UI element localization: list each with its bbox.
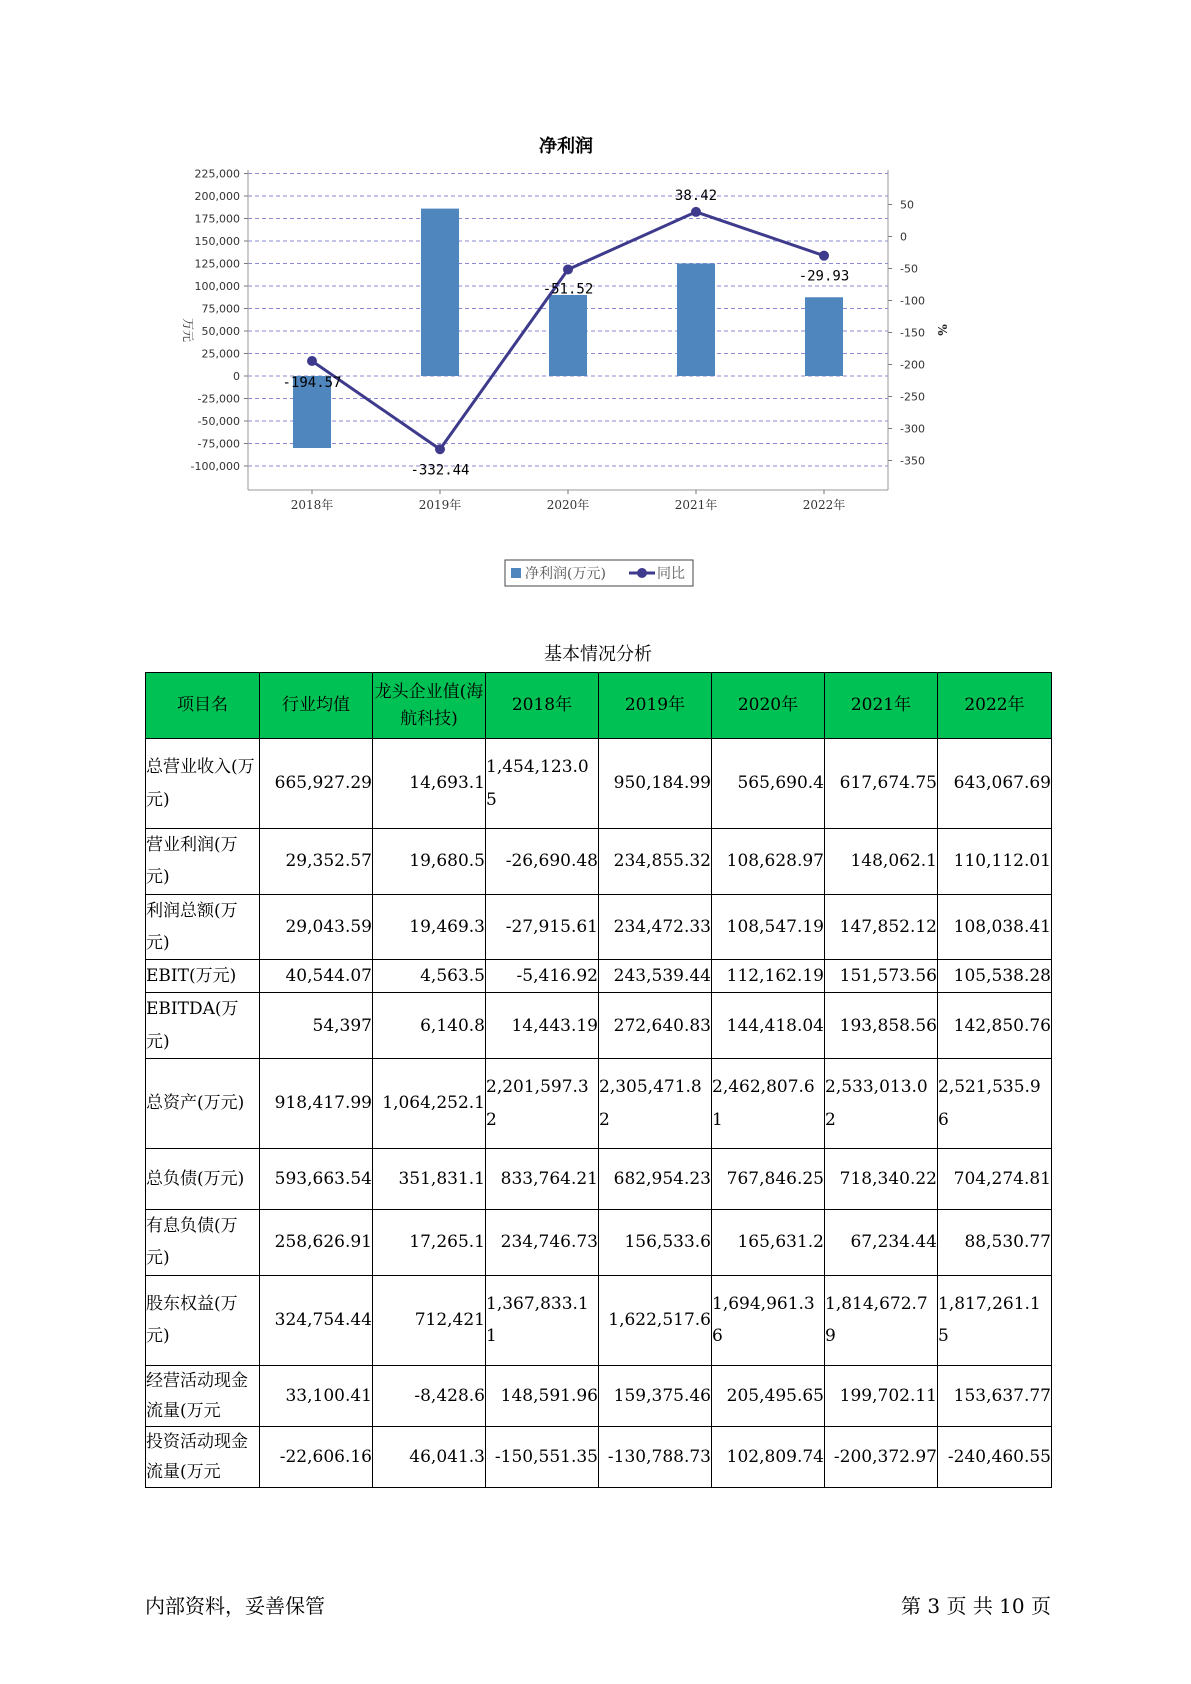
header-4: 2019年	[599, 673, 712, 739]
table-cell: 234,472.33	[599, 894, 712, 960]
footer-confidential: 内部资料，妥善保管	[145, 1594, 325, 1618]
row-label: EBITDA(万元)	[146, 993, 260, 1059]
yoy-data-label: -51.52	[542, 281, 594, 298]
y-tick-label: 125,000	[194, 257, 240, 271]
table-cell: 19,469.3	[373, 894, 486, 960]
table-cell: 2,201,597.32	[486, 1059, 599, 1149]
row-label: 营业利润(万元)	[146, 829, 260, 895]
table-cell: -27,915.61	[486, 894, 599, 960]
row-label: 总资产(万元)	[146, 1059, 260, 1149]
table-cell: 2,305,471.82	[599, 1059, 712, 1149]
bar-2022年	[805, 297, 843, 376]
x-tick-label: 2022年	[802, 498, 846, 512]
table-cell: 148,591.96	[486, 1365, 599, 1426]
table-row	[146, 1365, 1052, 1426]
table-row	[146, 960, 1052, 993]
yoy-point-2019年	[435, 444, 445, 454]
table-cell: 112,162.19	[712, 960, 825, 993]
table-cell: 105,538.28	[938, 960, 1052, 993]
table-row	[146, 1426, 1052, 1487]
table-cell: 14,443.19	[486, 993, 599, 1059]
table-cell: 718,340.22	[825, 1149, 938, 1210]
table-cell: 351,831.1	[373, 1149, 486, 1210]
net-profit-chart	[0, 130, 1191, 600]
table-cell: 665,927.29	[260, 739, 373, 829]
y-tick-label: 200,000	[194, 190, 240, 203]
table-cell: 199,702.11	[825, 1365, 938, 1426]
yoy-point-2022年	[819, 251, 829, 261]
table-cell: 33,100.41	[260, 1365, 373, 1426]
bar-2021年	[677, 264, 715, 377]
table-row	[146, 1275, 1052, 1365]
header-3: 2018年	[486, 673, 599, 739]
header-6: 2021年	[825, 673, 938, 739]
table-cell: 1,694,961.36	[712, 1275, 825, 1365]
basic-analysis-table	[145, 672, 1052, 1488]
table-cell: -8,428.6	[373, 1365, 486, 1426]
y2-tick-label: 0	[900, 230, 907, 244]
table-cell: 17,265.1	[373, 1210, 486, 1276]
table-cell: 144,418.04	[712, 993, 825, 1059]
table-cell: 243,539.44	[599, 960, 712, 993]
y2-tick-label: -150	[900, 326, 925, 340]
legend-line-marker	[637, 568, 647, 578]
footer-page-number: 第 3 页 共 10 页	[901, 1594, 1051, 1618]
table-cell: 110,112.01	[938, 829, 1052, 895]
table-row	[146, 1059, 1052, 1149]
x-tick-label: 2019年	[418, 498, 462, 512]
table-cell: 1,367,833.11	[486, 1275, 599, 1365]
table-cell: 833,764.21	[486, 1149, 599, 1210]
table-caption: 基本情况分析	[544, 644, 652, 665]
y2-tick-label: -50	[900, 262, 918, 276]
table-cell: 6,140.8	[373, 993, 486, 1059]
y-tick-label: -75,000	[197, 437, 240, 451]
table-cell: 88,530.77	[938, 1210, 1052, 1276]
y-tick-label: -100,000	[190, 460, 240, 473]
yoy-data-label: 38.42	[674, 187, 718, 204]
table-cell: 1,817,261.15	[938, 1275, 1052, 1365]
y-tick-label: 225,000	[194, 167, 240, 181]
table-cell: 29,043.59	[260, 894, 373, 960]
table-cell: -5,416.92	[486, 960, 599, 993]
row-label: 股东权益(万元)	[146, 1275, 260, 1365]
table-cell: 156,533.6	[599, 1210, 712, 1276]
table-cell: 1,622,517.6	[599, 1275, 712, 1365]
x-tick-label: 2021年	[674, 498, 718, 512]
table-cell: -200,372.97	[825, 1426, 938, 1487]
table-row	[146, 829, 1052, 895]
table-cell: 643,067.69	[938, 739, 1052, 829]
table-cell: 153,637.77	[938, 1365, 1052, 1426]
table-cell: 712,421	[373, 1275, 486, 1365]
table-row	[146, 1149, 1052, 1210]
x-tick-label: 2018年	[290, 498, 334, 512]
row-label: 利润总额(万元)	[146, 894, 260, 960]
chart-title: 净利润	[539, 136, 593, 157]
table-cell: 142,850.76	[938, 993, 1052, 1059]
table-cell: 2,462,807.61	[712, 1059, 825, 1149]
table-header-row	[146, 673, 1052, 739]
legend-label-bar: 净利润(万元)	[525, 566, 606, 582]
y-tick-label: 100,000	[194, 280, 240, 293]
table-row	[146, 1210, 1052, 1276]
table-cell: 102,809.74	[712, 1426, 825, 1487]
header-1: 行业均值	[260, 673, 373, 739]
table-row	[146, 993, 1052, 1059]
y2-tick-label: 50	[900, 198, 914, 212]
y2-tick-label: -250	[900, 390, 925, 404]
table-cell: 682,954.23	[599, 1149, 712, 1210]
table-cell: 593,663.54	[260, 1149, 373, 1210]
bar-2019年	[421, 209, 459, 376]
y2-tick-label: -350	[900, 454, 925, 468]
table-cell: 147,852.12	[825, 894, 938, 960]
y-tick-label: -25,000	[197, 392, 240, 406]
table-cell: 193,858.56	[825, 993, 938, 1059]
table-cell: -130,788.73	[599, 1426, 712, 1487]
table-cell: 14,693.1	[373, 739, 486, 829]
y2-tick-label: -100	[900, 294, 925, 308]
table-cell: -22,606.16	[260, 1426, 373, 1487]
table-row	[146, 894, 1052, 960]
table-row	[146, 739, 1052, 829]
table-cell: 108,038.41	[938, 894, 1052, 960]
y2-axis-title: %	[935, 324, 949, 336]
row-label: 投资活动现金流量(万元	[146, 1426, 260, 1487]
table-cell: 4,563.5	[373, 960, 486, 993]
yoy-data-label: -194.57	[282, 375, 342, 392]
y-tick-label: 0	[233, 370, 240, 383]
y-tick-label: 75,000	[201, 302, 240, 316]
table-cell: 159,375.46	[599, 1365, 712, 1426]
table-cell: 108,628.97	[712, 829, 825, 895]
legend-label-line: 同比	[657, 566, 685, 582]
table-cell: 950,184.99	[599, 739, 712, 829]
y-tick-label: 25,000	[201, 347, 240, 361]
table-cell: 2,533,013.02	[825, 1059, 938, 1149]
header-2: 龙头企业值(海航科技)	[373, 673, 486, 739]
row-label: 有息负债(万元)	[146, 1210, 260, 1276]
yoy-point-2020年	[563, 264, 573, 274]
y-tick-label: -50,000	[197, 415, 240, 428]
table-cell: 108,547.19	[712, 894, 825, 960]
y-tick-label: 150,000	[194, 235, 240, 248]
table-cell: 704,274.81	[938, 1149, 1052, 1210]
table-cell: 234,746.73	[486, 1210, 599, 1276]
row-label: 经营活动现金流量(万元	[146, 1365, 260, 1426]
table-cell: 617,674.75	[825, 739, 938, 829]
table-cell: -150,551.35	[486, 1426, 599, 1487]
table-cell: -26,690.48	[486, 829, 599, 895]
table-cell: 2,521,535.96	[938, 1059, 1052, 1149]
table-cell: 54,397	[260, 993, 373, 1059]
table-cell: -240,460.55	[938, 1426, 1052, 1487]
table-cell: 565,690.4	[712, 739, 825, 829]
y-tick-label: 50,000	[201, 325, 240, 338]
header-5: 2020年	[712, 673, 825, 739]
table-cell: 148,062.1	[825, 829, 938, 895]
table-cell: 1,064,252.1	[373, 1059, 486, 1149]
table-cell: 767,846.25	[712, 1149, 825, 1210]
row-label: 总营业收入(万元)	[146, 739, 260, 829]
table-cell: 205,495.65	[712, 1365, 825, 1426]
table-cell: 324,754.44	[260, 1275, 373, 1365]
table-cell: 151,573.56	[825, 960, 938, 993]
table-cell: 1,454,123.05	[486, 739, 599, 829]
bar-2020年	[549, 295, 587, 376]
table-cell: 1,814,672.79	[825, 1275, 938, 1365]
x-tick-label: 2020年	[546, 498, 590, 512]
row-label: EBIT(万元)	[146, 960, 260, 993]
header-7: 2022年	[938, 673, 1052, 739]
table-cell: 29,352.57	[260, 829, 373, 895]
legend-bar-swatch	[511, 568, 521, 578]
table-cell: 40,544.07	[260, 960, 373, 993]
yoy-data-label: -332.44	[410, 462, 470, 479]
table-cell: 272,640.83	[599, 993, 712, 1059]
y2-tick-label: -300	[900, 422, 925, 436]
y-tick-label: 175,000	[194, 212, 240, 226]
yoy-point-2018年	[307, 356, 317, 366]
header-0: 项目名	[146, 673, 260, 739]
table-cell: 19,680.5	[373, 829, 486, 895]
yoy-point-2021年	[691, 207, 701, 217]
y2-tick-label: -200	[900, 358, 925, 372]
yoy-data-label: -29.93	[798, 268, 850, 285]
table-cell: 234,855.32	[599, 829, 712, 895]
row-label: 总负债(万元)	[146, 1149, 260, 1210]
table-cell: 46,041.3	[373, 1426, 486, 1487]
table-cell: 67,234.44	[825, 1210, 938, 1276]
table-cell: 258,626.91	[260, 1210, 373, 1276]
table-cell: 165,631.2	[712, 1210, 825, 1276]
table-cell: 918,417.99	[260, 1059, 373, 1149]
y-axis-title: 万元	[181, 317, 195, 343]
